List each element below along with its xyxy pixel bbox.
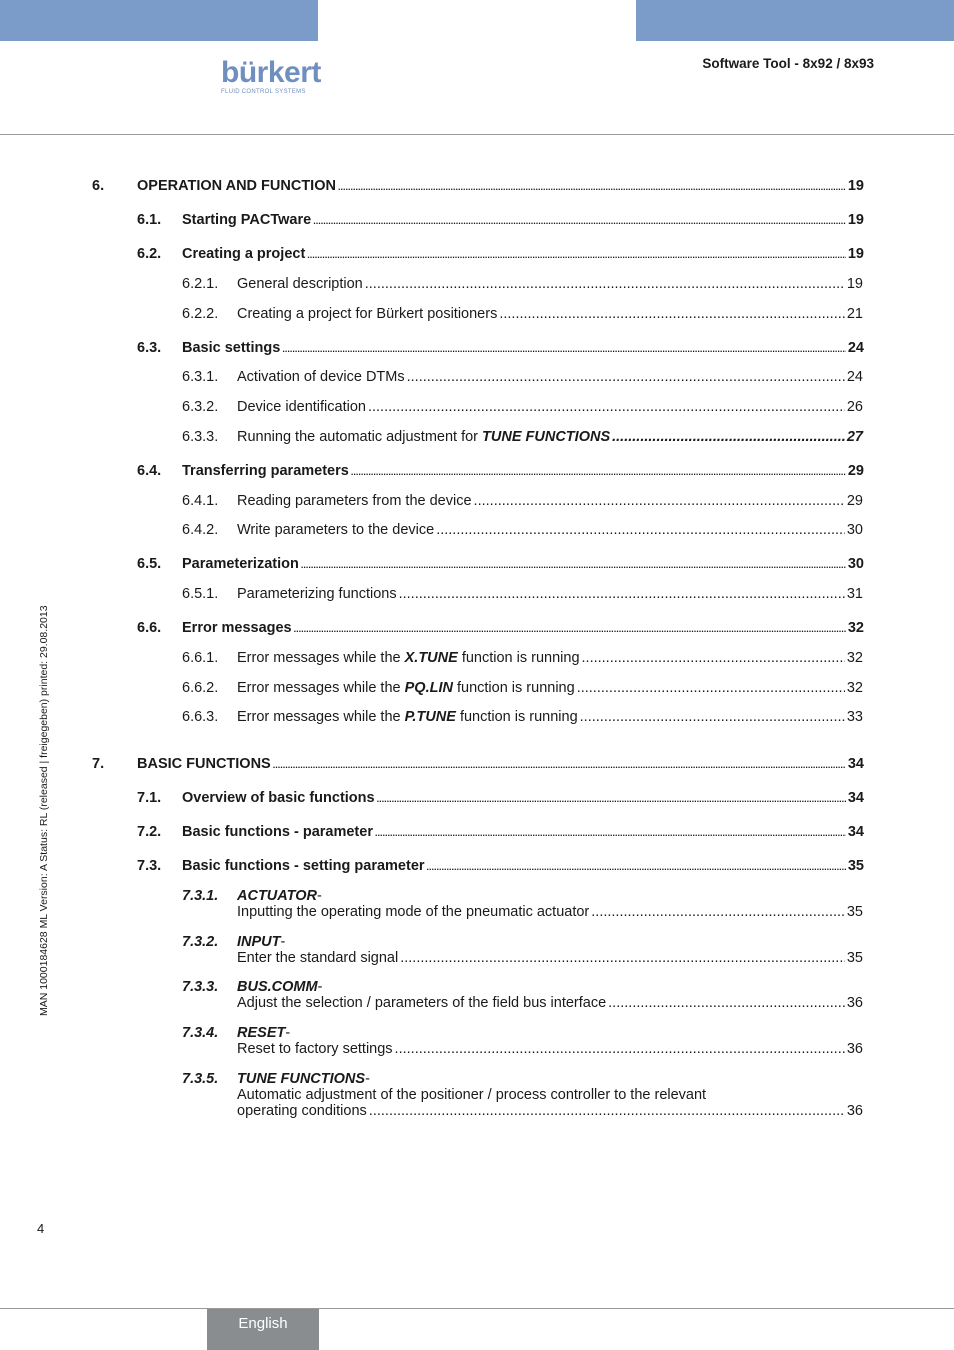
toc-label-emphasis: P.TUNE (404, 709, 456, 725)
toc-entry[interactable] (182, 399, 863, 415)
toc-label: Starting PACTware (182, 212, 312, 228)
toc-label: Error messages (182, 620, 292, 636)
toc-number: 7.3. (137, 858, 162, 874)
toc-subentry[interactable] (182, 1071, 863, 1119)
toc-leader (282, 344, 846, 354)
toc-number: 6.5. (137, 556, 162, 572)
toc-separator: - (317, 979, 323, 995)
toc-page: 19 (847, 178, 864, 194)
toc-label-text: Error messages while the (237, 680, 405, 696)
toc-leader (499, 306, 845, 322)
toc-leader (591, 904, 845, 920)
toc-page: 29 (846, 493, 863, 509)
toc-entry[interactable] (182, 429, 863, 445)
toc-label-emphasis: TUNE FUNCTIONS (482, 429, 611, 445)
toc-page: 26 (846, 399, 863, 415)
toc-page: 21 (846, 306, 863, 322)
toc-leader (307, 250, 846, 260)
toc-function-name: TUNE FUNCTIONS (237, 1071, 366, 1087)
toc-entry[interactable] (182, 709, 863, 725)
toc-page: 29 (847, 463, 864, 479)
toc-number: 6.4.2. (182, 522, 219, 538)
toc-page: 27 (846, 429, 863, 445)
toc-label: OPERATION AND FUNCTION (137, 178, 336, 194)
toc-number: 6.3.1. (182, 369, 219, 385)
toc-number: 7.2. (137, 824, 162, 840)
toc-leader (351, 467, 846, 477)
toc-label: Inputting the operating mode of the pneumatic actuator (237, 904, 590, 920)
toc-page: 32 (846, 680, 863, 696)
toc-entry[interactable] (182, 306, 863, 322)
toc-function-name: ACTUATOR (237, 888, 318, 904)
toc-label (237, 650, 580, 666)
toc-number: 6.2.2. (182, 306, 219, 322)
toc-label (237, 429, 610, 445)
toc-label (237, 680, 575, 696)
toc-function-name: INPUT (237, 934, 281, 950)
burkert-logo (221, 58, 321, 95)
toc-number: 7.3.5. (182, 1071, 219, 1087)
toc-leader (365, 276, 845, 292)
toc-label: Device identification (237, 399, 366, 415)
toc-number: 6.2. (137, 246, 162, 262)
toc-page: 19 (847, 246, 864, 262)
toc-number: 6.1. (137, 212, 162, 228)
toc-entry[interactable] (92, 178, 864, 194)
toc-entry[interactable] (182, 493, 863, 509)
toc-separator: - (280, 934, 286, 950)
toc-leader (294, 624, 846, 634)
toc-number: 6. (92, 178, 105, 194)
toc-entry[interactable] (182, 586, 863, 602)
toc-label: Activation of device DTMs (237, 369, 405, 385)
toc-function-name: BUS.COMM (237, 979, 318, 995)
toc-page: 31 (846, 586, 863, 602)
toc-leader (338, 182, 846, 192)
toc-number: 7.3.2. (182, 934, 219, 950)
toc-leader (399, 586, 845, 602)
toc-label-text: Error messages while the (237, 709, 405, 725)
toc-number: 7.3.4. (182, 1025, 219, 1041)
toc-number: 6.6.3. (182, 709, 219, 725)
header-band-right (636, 0, 954, 41)
toc-label: Overview of basic functions (182, 790, 375, 806)
toc-label: BASIC FUNCTIONS (137, 756, 271, 772)
toc-leader (608, 995, 845, 1011)
toc-number: 6.2.1. (182, 276, 219, 292)
toc-leader (369, 1103, 845, 1119)
toc-function-name: RESET (237, 1025, 286, 1041)
toc-entry[interactable] (182, 522, 863, 538)
toc-page: 34 (847, 756, 864, 772)
toc-label: Transferring parameters (182, 463, 349, 479)
toc-page: 35 (846, 904, 863, 920)
toc-entry[interactable] (137, 824, 864, 840)
toc-label: Basic functions - setting parameter (182, 858, 425, 874)
toc-entry[interactable] (182, 369, 863, 385)
toc-subentry[interactable] (182, 1025, 863, 1057)
toc-entry[interactable] (137, 858, 864, 874)
toc-leader (395, 1041, 845, 1057)
header-divider (0, 134, 954, 135)
toc-entry[interactable] (137, 620, 864, 636)
toc-leader (407, 369, 845, 385)
toc-leader (273, 760, 846, 770)
toc-number: 7.1. (137, 790, 162, 806)
toc-label: Reading parameters from the device (237, 493, 472, 509)
toc-page: 30 (847, 556, 864, 572)
toc-page: 33 (846, 709, 863, 725)
toc-entry[interactable] (182, 276, 863, 292)
toc-number: 7.3.3. (182, 979, 219, 995)
toc-leader (474, 493, 845, 509)
toc-number: 7. (92, 756, 105, 772)
toc-page: 32 (846, 650, 863, 666)
toc-page: 32 (847, 620, 864, 636)
toc-page: 36 (846, 995, 863, 1011)
toc-page: 19 (847, 212, 864, 228)
toc-label-emphasis: X.TUNE (404, 650, 458, 666)
toc-leader (612, 429, 845, 445)
document-title: Software Tool - 8x92 / 8x93 (702, 56, 874, 71)
toc-leader (368, 399, 845, 415)
toc-label: Creating a project (182, 246, 306, 262)
toc-leader (582, 650, 845, 666)
toc-page: 24 (846, 369, 863, 385)
toc-label: Enter the standard signal (237, 950, 399, 966)
toc-entry[interactable] (137, 246, 864, 262)
logo-text: bürkert (221, 56, 321, 89)
language-tab[interactable]: English (207, 1309, 319, 1350)
toc-number: 6.3.3. (182, 429, 219, 445)
footer-divider (0, 1308, 954, 1309)
toc-label-line: Automatic adjustment of the positioner / process controller to the relevant (237, 1087, 707, 1103)
toc-label-text: Error messages while the (237, 650, 405, 666)
toc-label-text: function is running (452, 680, 575, 696)
logo-subtitle: FLUID CONTROL SYSTEMS (221, 89, 306, 95)
toc-page: 35 (847, 858, 864, 874)
toc-number: 6.4.1. (182, 493, 219, 509)
toc-entry[interactable] (182, 650, 863, 666)
toc-page: 30 (846, 522, 863, 538)
header-band-left (0, 0, 318, 41)
toc-leader (400, 950, 845, 966)
toc-number: 6.5.1. (182, 586, 219, 602)
toc-label-text: function is running (457, 650, 580, 666)
toc-entry[interactable] (137, 212, 864, 228)
toc-label: Reset to factory settings (237, 1041, 393, 1057)
toc-subentry[interactable] (182, 979, 863, 1011)
toc-label: Write parameters to the device (237, 522, 435, 538)
document-status-sidebar: MAN 1000184628 ML Version: A Status: RL (released | freigegeben) printed: 29.08.2013 (38, 605, 50, 1016)
toc-subentry[interactable] (182, 934, 863, 966)
toc-leader (377, 794, 846, 804)
page-number: 4 (37, 1221, 45, 1236)
toc-leader (427, 862, 846, 872)
toc-label-text: Running the automatic adjustment for (237, 429, 483, 445)
toc-leader (580, 709, 845, 725)
toc-label: Creating a project for Bürkert positioners (237, 306, 498, 322)
toc-separator: - (365, 1071, 370, 1087)
toc-page: 35 (846, 950, 863, 966)
toc-label: Parameterization (182, 556, 299, 572)
toc-entry[interactable] (182, 680, 863, 696)
toc-page: 19 (846, 276, 863, 292)
toc-page: 36 (846, 1103, 863, 1119)
toc-page: 34 (847, 790, 864, 806)
toc-number: 6.6.1. (182, 650, 219, 666)
toc-label-text: function is running (455, 709, 578, 725)
toc-number: 7.3.1. (182, 888, 219, 904)
toc-entry[interactable] (137, 340, 864, 356)
toc-page: 24 (847, 340, 864, 356)
toc-number: 6.3. (137, 340, 162, 356)
toc-leader (313, 216, 846, 226)
toc-label: Basic functions - parameter (182, 824, 373, 840)
toc-entry[interactable] (137, 463, 864, 479)
toc-subentry[interactable] (182, 888, 863, 920)
toc-entry[interactable] (92, 756, 864, 772)
toc-label (237, 709, 578, 725)
toc-label: Parameterizing functions (237, 586, 397, 602)
toc-entry[interactable] (137, 556, 864, 572)
toc-number: 6.6. (137, 620, 162, 636)
toc-separator: - (317, 888, 322, 904)
toc-label: General description (237, 276, 363, 292)
toc-separator: - (285, 1025, 291, 1041)
toc-leader (577, 680, 845, 696)
toc-leader (301, 560, 846, 570)
toc-leader (375, 828, 846, 838)
toc-label: operating conditions (237, 1103, 367, 1119)
toc-number: 6.4. (137, 463, 162, 479)
toc-label: Adjust the selection / parameters of the field bus interface (237, 995, 607, 1011)
toc-entry[interactable] (137, 790, 864, 806)
toc-leader (436, 522, 845, 538)
toc-label-emphasis: PQ.LIN (404, 680, 453, 696)
toc-number: 6.6.2. (182, 680, 219, 696)
toc-label: Basic settings (182, 340, 281, 356)
toc-page: 34 (847, 824, 864, 840)
toc-number: 6.3.2. (182, 399, 219, 415)
toc-page: 36 (846, 1041, 863, 1057)
